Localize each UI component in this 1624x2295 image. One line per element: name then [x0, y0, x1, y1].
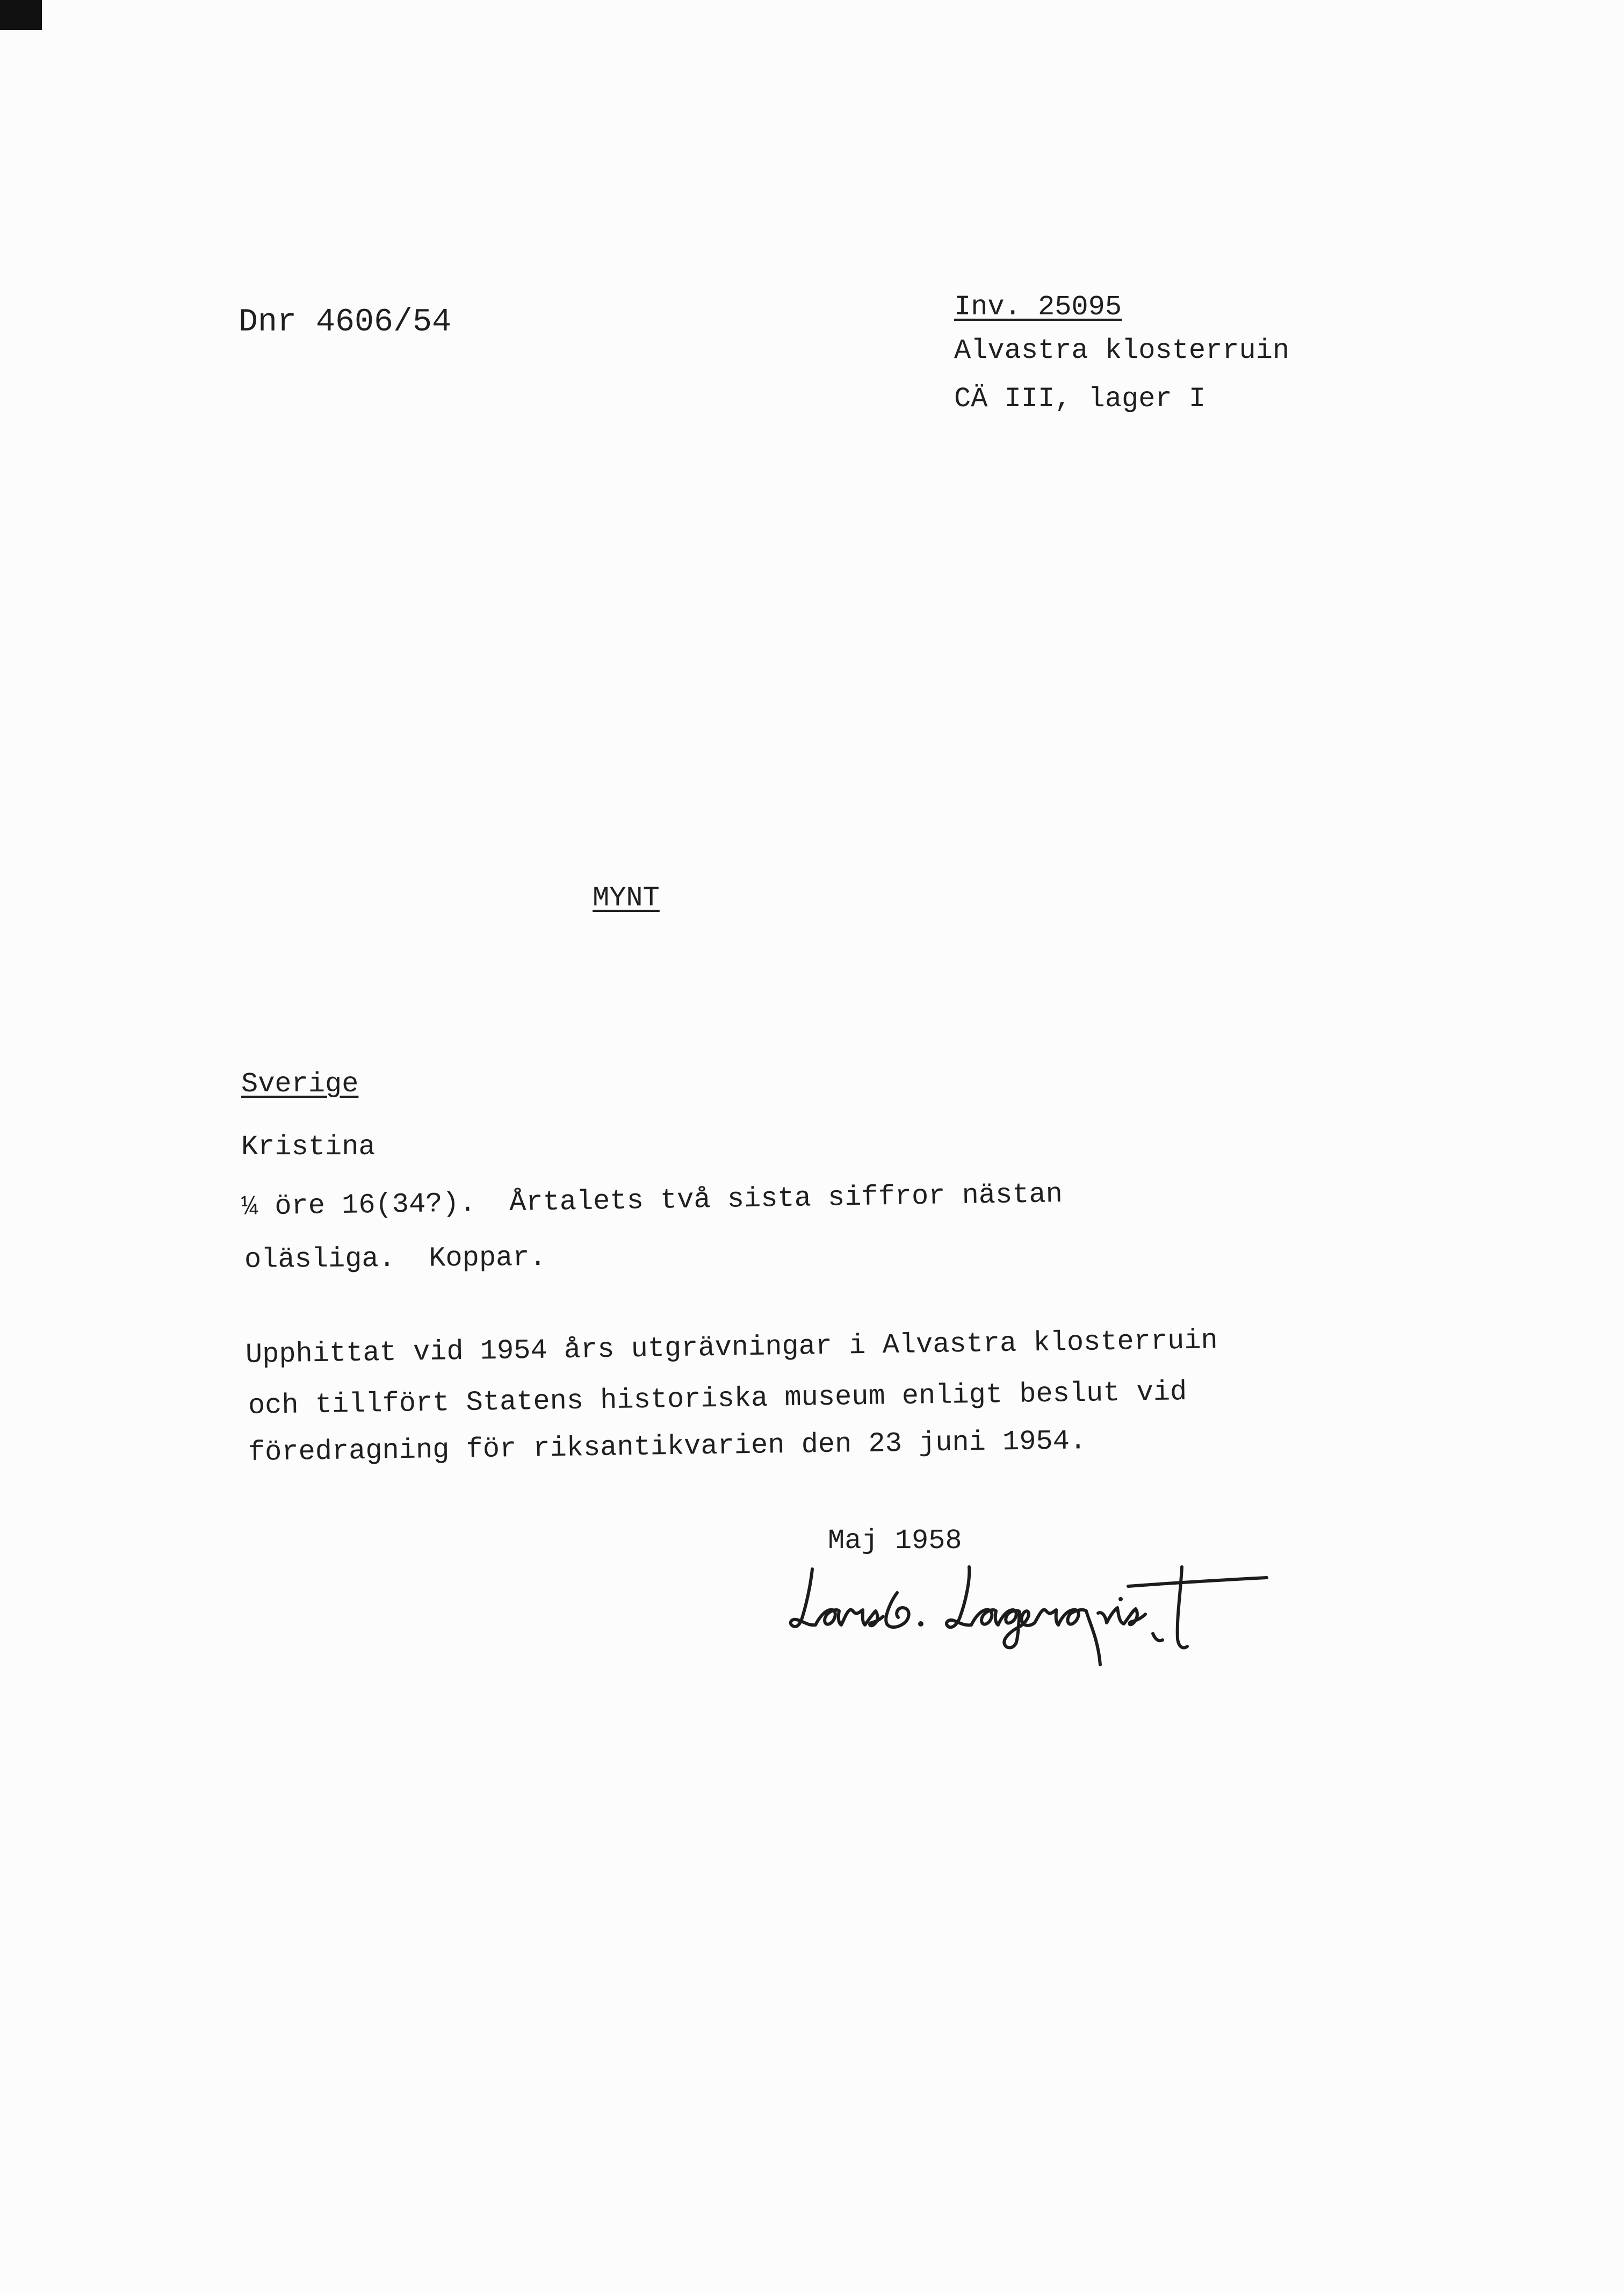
inventory-site: Alvastra klosterruin: [954, 335, 1290, 366]
scan-corner-mark: [0, 0, 42, 30]
provenance-line: föredragning för riksantikvarien den 23 juni 1954.: [248, 1425, 1087, 1469]
provenance-line: och tillfört Statens historiska museum enligt beslut vid: [248, 1376, 1187, 1422]
handwritten-signature: [784, 1548, 1279, 1677]
inventory-context: CÄ III, lager I: [954, 383, 1206, 415]
reference-number: Dnr 4606/54: [239, 304, 452, 341]
document-title: MYNT: [593, 882, 660, 914]
coin-description-line: oläsliga. Koppar.: [244, 1242, 546, 1276]
ruler-name: Kristina: [241, 1131, 376, 1163]
inventory-number: Inv. 25095: [954, 291, 1122, 323]
provenance-line: Upphittat vid 1954 års utgrävningar i Alvastra klosterruin: [245, 1325, 1218, 1371]
country-heading: Sverige: [241, 1068, 359, 1100]
coin-description-line: ¼ öre 16(34?). Årtalets två sista siffror nästan: [241, 1178, 1063, 1223]
document-date: Maj 1958: [828, 1525, 962, 1557]
